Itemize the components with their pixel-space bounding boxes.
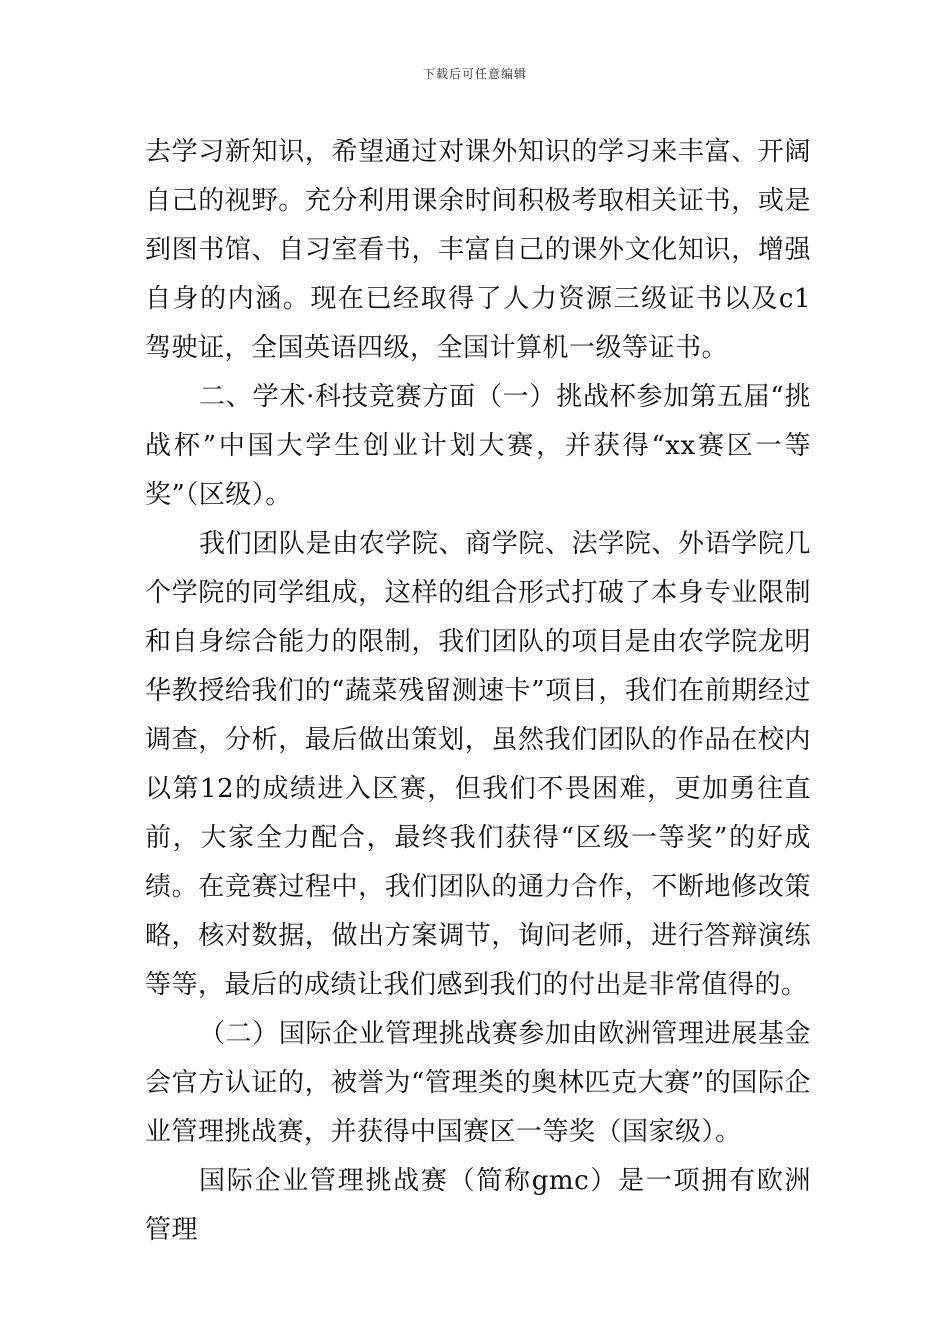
paragraph-1: 去学习新知识，希望通过对课外知识的学习来丰富、开阔自己的视野。充分利用课余时间积极考取相关证书，或是到图书馆、自习室看书，丰富自己的课外文化知识，增强自身的内涵。现在已经取得了人力资源三级证书以及c1驾驶证，全国英语四级，全国计算机一级等证书。: [145, 137, 811, 363]
paragraph-3: 我们团队是由农学院、商学院、法学院、外语学院几个学院的同学组成，这样的组合形式打破了本身专业限制和自身综合能力的限制，我们团队的项目是由农学院龙明华教授给我们的“蔬菜残留测速卡”项目，我们在前期经过调查，分析，最后做出策划，虽然我们团队的作品在校内以第12的成绩进入区赛，但我们不畏困难，更加勇往直前，大家全力配合，最终我们获得“区级一等奖”的好成绩。在竞赛过程中，我们团队的通力合作，不断地修改策略，核对数据，做出方案调节，询问老师，进行答辩演练等等，最后的成绩让我们感到我们的付出是非常值得的。: [145, 529, 811, 1000]
page-header: 下载后可任意编辑: [422, 67, 527, 81]
paragraph-4: （二）国际企业管理挑战赛参加由欧洲管理进展基金会官方认证的，被誉为“管理类的奥林匹克大赛”的国际企业管理挑战赛，并获得中国赛区一等奖（国家级）。: [145, 1019, 811, 1147]
paragraph-5: 国际企业管理挑战赛（简称gmc）是一项拥有欧洲管理: [145, 1166, 811, 1245]
body-text: [145, 128, 811, 1255]
paragraph-2: 二、学术·科技竞赛方面（一）挑战杯参加第五届“挑战杯”中国大学生创业计划大赛，并获得“xx赛区一等奖”（区级）。: [145, 382, 811, 510]
